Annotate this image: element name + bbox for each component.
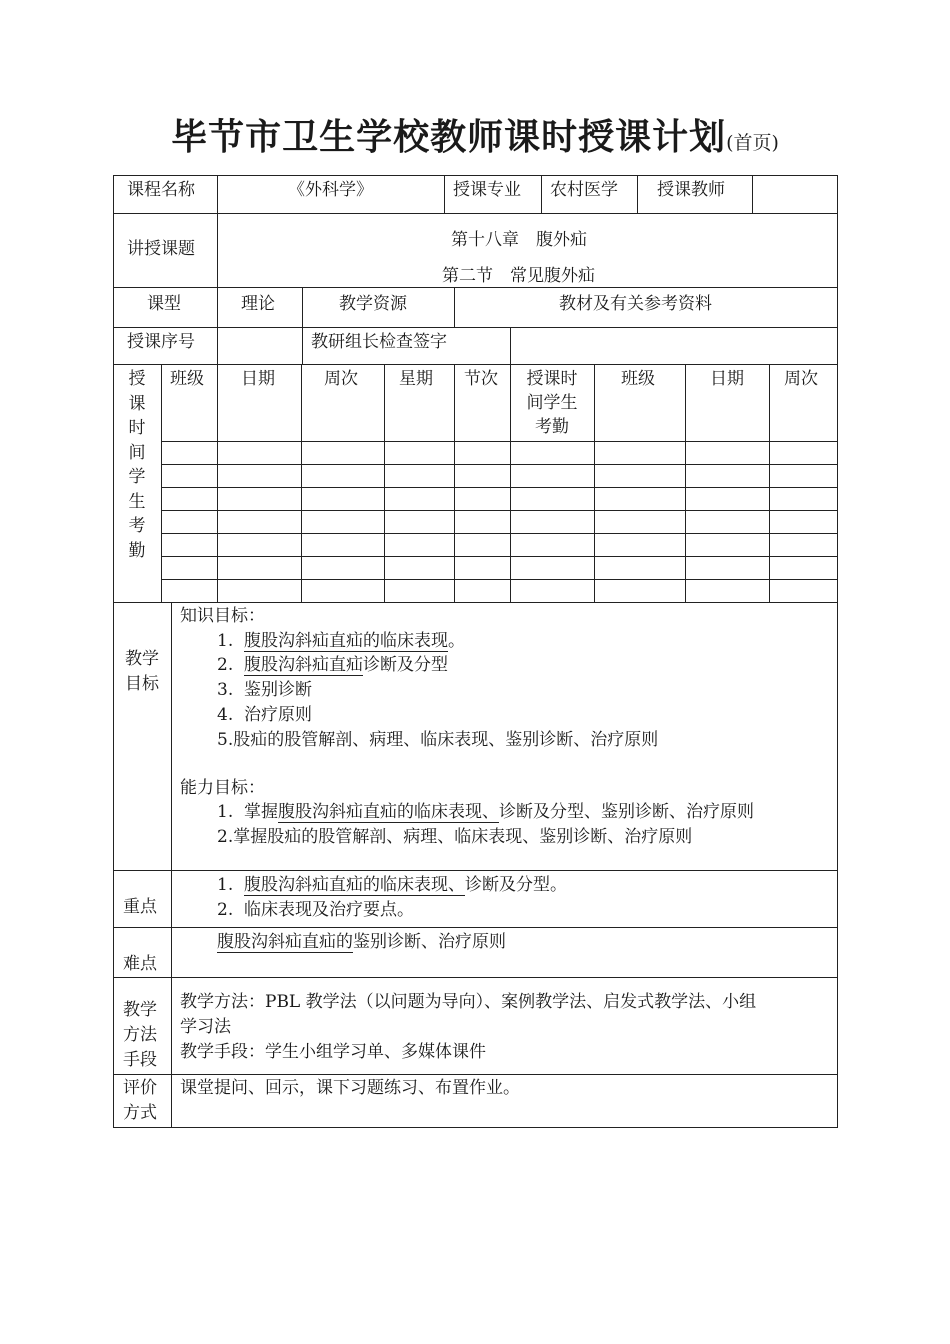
attendance-header-weekday: 星期 [399,369,433,389]
attendance-header-period: 节次 [464,369,498,389]
knowledge-item-5: 5.股疝的股管解剖、病理、临床表现、鉴别诊断、治疗原则 [217,730,659,750]
methods-line-3: 教学手段：学生小组学习单、多媒体课件 [180,1042,486,1062]
class-type-label: 课型 [147,294,181,314]
key-point-2: 2. 临床表现及治疗要点。 [217,900,415,920]
attendance-header-week: 周次 [324,369,358,389]
ability-item-1: 1. 掌握腹股沟斜疝直疝的临床表现、诊断及分型、鉴别诊断、治疗原则 [217,802,755,822]
attendance-header-mid-2: 间学生 [526,393,578,413]
topic-label: 讲授课题 [127,239,195,259]
attendance-header-week-2: 周次 [784,369,818,389]
evaluation-label-1: 评价 [123,1078,157,1098]
key-points-label: 重点 [123,897,157,917]
methods-label-1: 教学 [123,1000,157,1020]
title-main: 毕节市卫生学校教师课时授课计划 [171,117,727,158]
difficulty-label: 难点 [123,954,157,974]
major-value: 农村医学 [550,180,618,200]
attendance-header-date-2: 日期 [710,369,744,389]
attendance-header-class: 班级 [170,369,204,389]
methods-label-3: 手段 [123,1050,157,1070]
ability-item-2: 2.掌握股疝的股管解剖、病理、临床表现、鉴别诊断、治疗原则 [217,827,693,847]
topic-chapter: 第十八章 腹外疝 [451,230,587,250]
attendance-header-class-2: 班级 [621,369,655,389]
goals-label: 教学目标 [125,649,159,694]
major-label: 授课专业 [453,180,521,200]
knowledge-item-4: 4. 治疗原则 [217,705,313,725]
course-name-label: 课程名称 [127,180,195,200]
methods-line-1: 教学方法：PBL 教学法（以问题为导向）、案例教学法、启发式教学法、小组 [180,992,757,1012]
attendance-header-mid-3: 考勤 [535,417,569,437]
ability-title: 能力目标： [180,778,265,798]
title-sub: (首页) [726,132,779,154]
attendance-header-date: 日期 [241,369,275,389]
knowledge-item-1: 1. 腹股沟斜疝直疝的临床表现。 [217,631,466,651]
teacher-label: 授课教师 [657,180,725,200]
knowledge-item-2: 2. 腹股沟斜疝直疝诊断及分型 [217,655,449,675]
knowledge-title: 知识目标： [180,606,265,626]
evaluation-label-2: 方式 [123,1103,157,1123]
knowledge-item-3: 3. 鉴别诊断 [217,680,313,700]
attendance-side-label: 授课时间学生考勤 [128,369,146,561]
sequence-label: 授课序号 [127,332,195,352]
check-signature-label: 教研组长检查签字 [311,332,447,352]
course-name-value: 《外科学》 [288,180,373,200]
attendance-header-mid-1: 授课时 [526,369,578,389]
class-type-value: 理论 [241,294,275,314]
methods-line-2: 学习法 [180,1017,231,1037]
key-point-1: 1. 腹股沟斜疝直疝的临床表现、诊断及分型。 [217,875,568,895]
methods-label-2: 方法 [123,1025,157,1045]
difficulty-text: 腹股沟斜疝直疝的鉴别诊断、治疗原则 [217,932,506,952]
resource-label: 教学资源 [339,294,407,314]
topic-section: 第二节 常见腹外疝 [442,266,595,286]
resource-value: 教材及有关参考资料 [559,294,712,314]
evaluation-text: 课堂提问、回示，课下习题练习、布置作业。 [180,1078,520,1098]
